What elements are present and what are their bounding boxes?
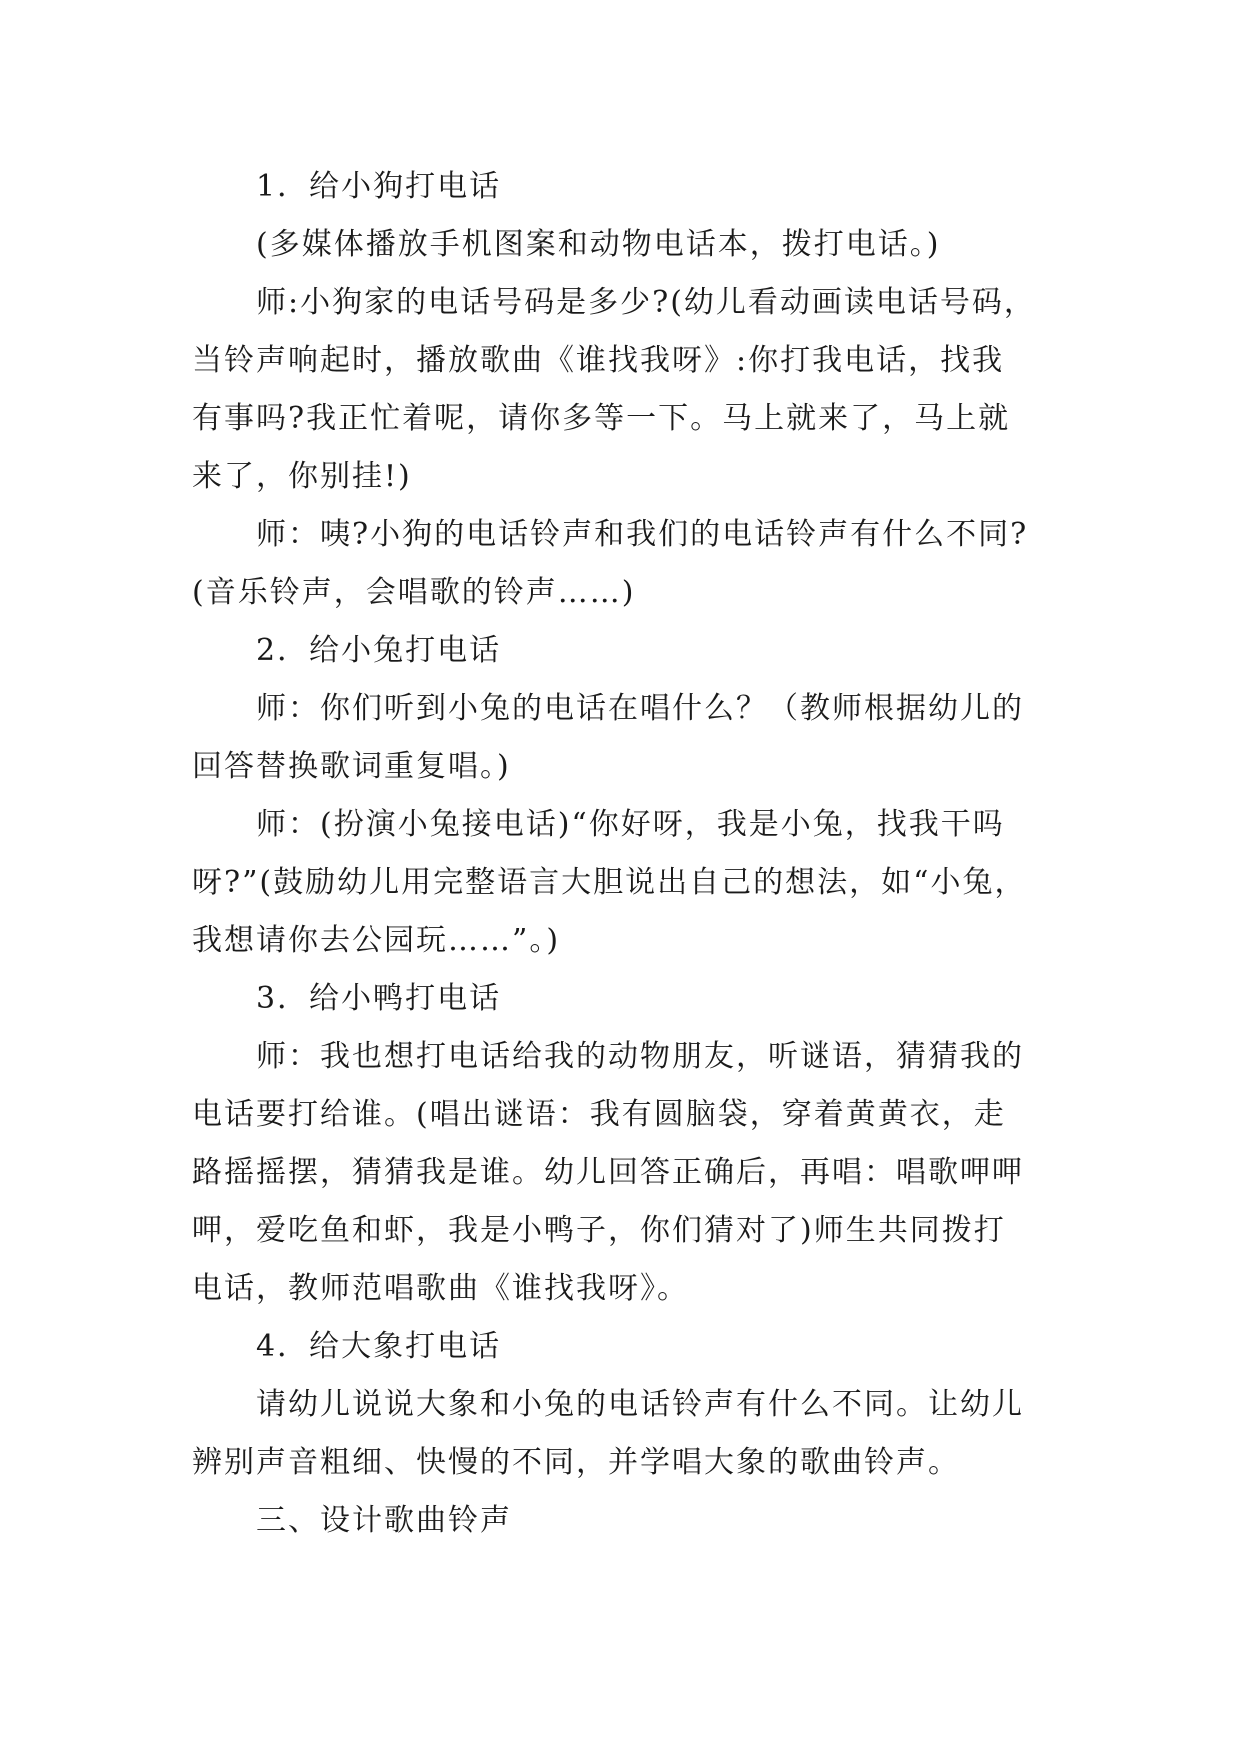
section-heading-2: 2．给小兔打电话 xyxy=(256,633,502,668)
paragraph-line: 电话，教师范唱歌曲《谁找我呀》。 xyxy=(192,1271,689,1306)
section-heading-4: 4．给大象打电话 xyxy=(256,1329,502,1364)
section-heading-1: 1．给小狗打电话 xyxy=(256,169,502,204)
paragraph-line: 电话要打给谁。(唱出谜语：我有圆脑袋，穿着黄黄衣，走 xyxy=(192,1097,1006,1132)
paragraph-line: 呷，爱吃鱼和虾，我是小鸭子，你们猜对了)师生共同拨打 xyxy=(192,1213,1006,1248)
paragraph-line: 有事吗?我正忙着呢，请你多等一下。马上就来了，马上就 xyxy=(192,401,1011,436)
section-heading-3: 3．给小鸭打电话 xyxy=(256,981,502,1016)
paragraph-line: 师：我也想打电话给我的动物朋友，听谜语，猜猜我的 xyxy=(256,1039,1024,1074)
paragraph-line: 辨别声音粗细、快慢的不同，并学唱大象的歌曲铃声。 xyxy=(192,1445,960,1480)
paragraph-line: 师：你们听到小兔的电话在唱什么？（教师根据幼儿的 xyxy=(256,691,1024,726)
paragraph-line: 回答替换歌词重复唱。) xyxy=(192,749,511,784)
paragraph-line: 请幼儿说说大象和小兔的电话铃声有什么不同。让幼儿 xyxy=(256,1387,1024,1422)
paragraph-line: 师：咦?小狗的电话铃声和我们的电话铃声有什么不同? xyxy=(256,517,1029,552)
paragraph-line: 当铃声响起时，播放歌曲《谁找我呀》:你打我电话，找我 xyxy=(192,343,1005,378)
paragraph-line: 路摇摇摆，猜猜我是谁。幼儿回答正确后，再唱：唱歌呷呷 xyxy=(192,1155,1024,1190)
document-page xyxy=(192,158,1054,1550)
paragraph-line: 师：(扮演小兔接电话)“你好呀，我是小兔，找我干吗 xyxy=(256,807,1005,842)
paragraph-line: 师:小狗家的电话号码是多少?(幼儿看动画读电话号码， xyxy=(256,285,1036,320)
paragraph-line: (多媒体播放手机图案和动物电话本，拨打电话。) xyxy=(256,227,941,262)
paragraph-line: 来了，你别挂!) xyxy=(192,459,412,494)
paragraph-line: (音乐铃声，会唱歌的铃声……) xyxy=(192,575,636,610)
paragraph-line: 我想请你去公园玩……”。) xyxy=(192,923,561,958)
paragraph-line: 呀?”(鼓励幼儿用完整语言大胆说出自己的想法，如“小兔， xyxy=(192,865,1027,900)
section-heading-three: 三、设计歌曲铃声 xyxy=(256,1503,512,1538)
